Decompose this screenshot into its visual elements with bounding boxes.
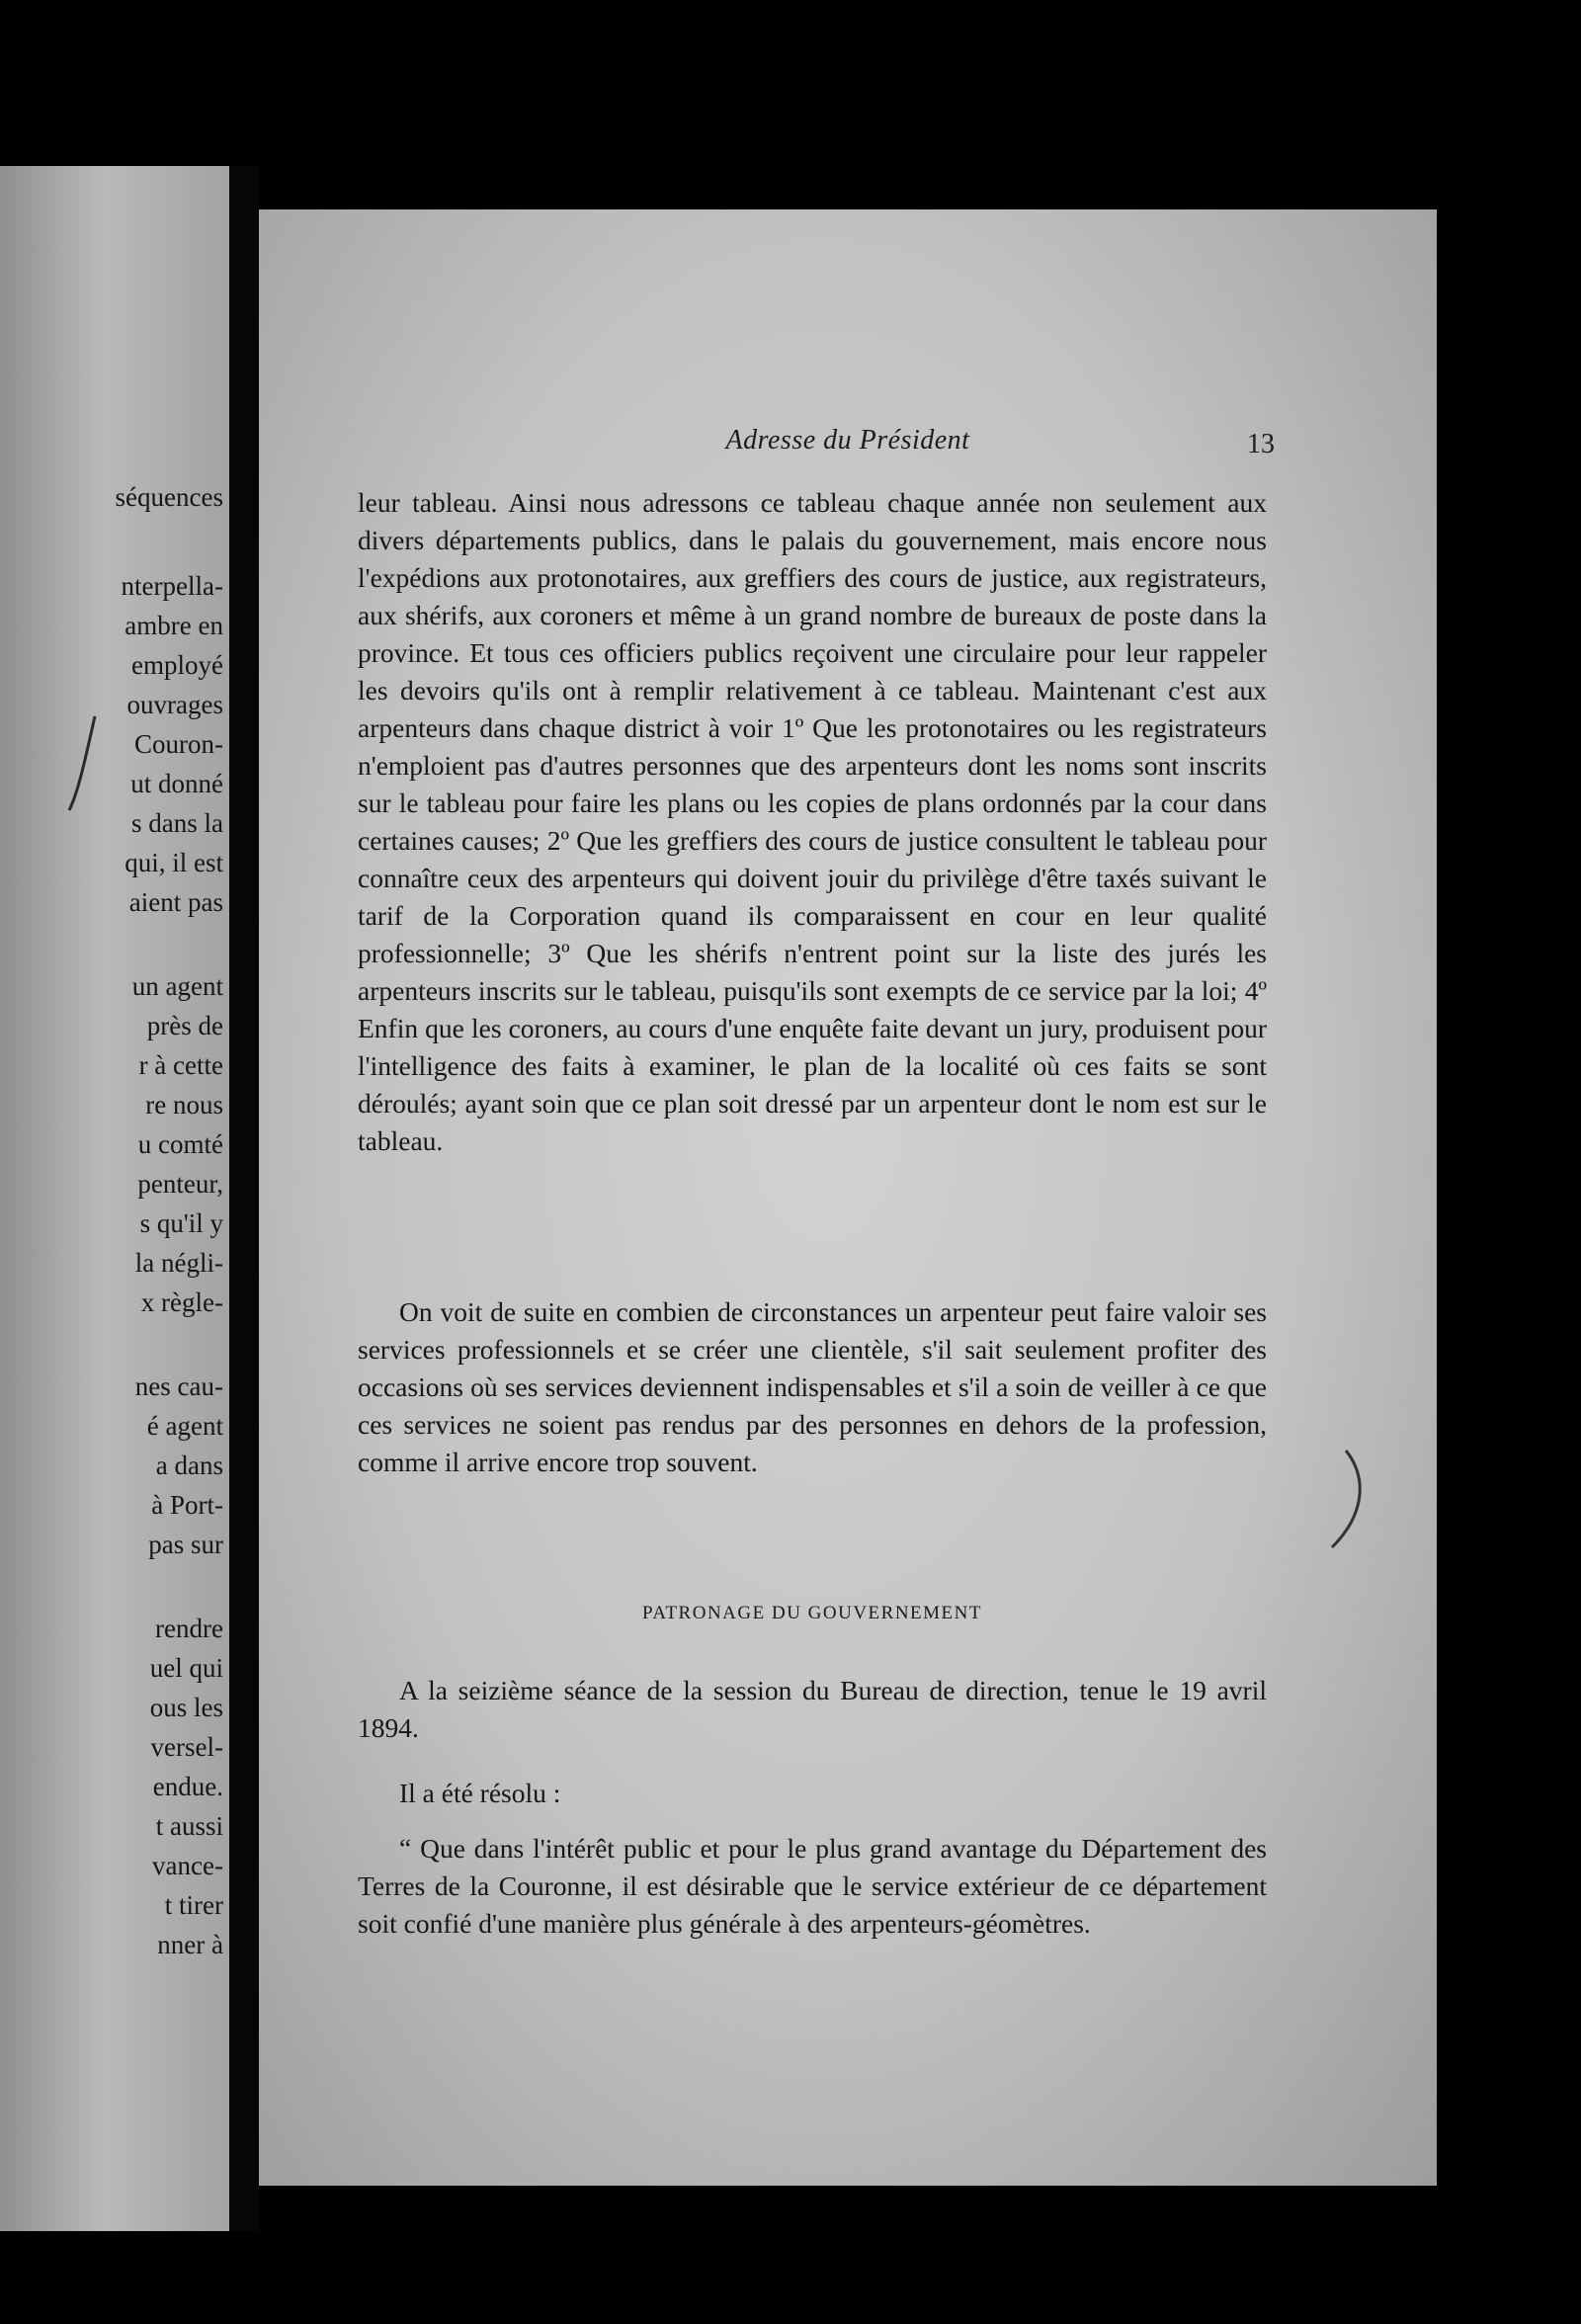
paragraph-text: On voit de suite en combien de circonstances un arpenteur peut faire valoir ses services professionnels et se créer une clientèle, s'il sait seulement profiter des occasions où ses services deviennent indispensables et s'il a soin de veiller à ce que ces services ne soient pas rendus par des personnes en dehors de la profession, comme il arrive encore trop souvent. [358,1296,1267,1477]
facing-page-line: r à cette [138,1050,223,1080]
facing-page-line: ouvrages [126,690,223,719]
facing-page-line: la négli- [134,1248,223,1278]
page-number: 13 [1247,429,1275,459]
facing-page-line: penteur, [137,1169,223,1199]
facing-page-fragment [0,166,229,2231]
facing-page-line: Couron- [134,729,223,759]
facing-page-line: s dans la [131,808,223,838]
facing-page-line: employé [131,650,223,680]
section-heading: PATRONAGE DU GOUVERNEMENT [642,1603,982,1623]
facing-page-line: u comté [137,1129,223,1159]
book-page [259,209,1437,2186]
facing-page-line: un agent [131,971,223,1001]
facing-page-line: versel- [150,1732,223,1762]
facing-page-line: séquences [115,482,223,512]
facing-page-line: ambre en [125,611,223,640]
running-head: Adresse du Président [725,425,970,456]
facing-page-line: vance- [152,1851,223,1880]
facing-page-line: nner à [157,1930,223,1959]
facing-page-line: endue. [152,1772,223,1801]
facing-page-line: s qu'il y [139,1208,223,1238]
facing-page-line: rendre [155,1614,223,1643]
facing-page-line: é agent [146,1411,223,1441]
paragraph-tableau [358,484,1267,1160]
paragraph-text: leur tableau. Ainsi nous adressons ce tableau chaque année non seulement aux divers départements publics, dans le palais du gouvernement, mais encore nous l'expédions aux protonotaires, aux greffiers des cours de justice, aux registrateurs, aux shérifs, aux coroners et même à un grand nombre de bureaux de poste dans la province. Et tous ces officiers publics reçoivent une circulaire pour leur rappeler les devoirs qu'ils ont à remplir relativement à ce tableau. Maintenant c'est aux arpenteurs dans chaque district à voir 1º Que les protonotaires ou les registrateurs n'emploient pas d'autres personnes que des arpenteurs dont les noms sont inscrits sur le tableau pour faire les plans ou les copies de plans ordonnés par la cour dans certaines causes; 2º Que les greffiers des cours de justice consultent le tableau pour connaître ceux des arpenteurs qui doivent jouir du privilège d'être taxés suivant le tarif de la Corporation quand ils comparaissent en cour en leur qualité professionnelle; 3º Que les shérifs n'entrent point sur la liste des jurés les arpenteurs inscrits sur le tableau, puisqu'ils sont exempts de ce service par la loi; 4º Enfin que les coroners, au cours d'une enquête faite devant un jury, produisent pour l'intelligence des faits à examiner, le plan de la localité où ces faits se sont déroulés; ayant soin que ce plan soit dressé par un arpenteur dont le nom est sur le tableau. [358,487,1267,1156]
facing-page-line: re nous [145,1090,223,1120]
paragraph-resolu [358,1775,1267,1812]
facing-page-line: nterpella- [121,571,223,601]
facing-page-line: a dans [155,1451,223,1480]
facing-page-line: t aussi [155,1811,223,1841]
facing-page-line: qui, il est [125,848,223,877]
book-gutter [229,166,259,2231]
paragraph-text: Il a été résolu : [399,1778,561,1808]
facing-page-line: x règle- [140,1287,223,1317]
facing-page-line: à Port- [151,1490,223,1520]
facing-page-line: aient pas [128,887,223,917]
facing-page-line: nes cau- [134,1371,223,1401]
facing-page-line: près de [146,1011,223,1040]
paragraph-circonstances [358,1293,1267,1481]
paragraph-seance [358,1672,1267,1747]
facing-page-line: uel qui [149,1653,223,1683]
facing-page-line: pas sur [148,1530,223,1559]
paragraph-text: A la seizième séance de la session du Bureau de direction, tenue le 19 avril 1894. [358,1675,1267,1743]
facing-page-line: ut donné [130,769,223,798]
facing-page-line: ous les [149,1693,223,1722]
facing-page-line: t tirer [164,1890,223,1920]
paragraph-resolution-quote [358,1830,1267,1943]
paragraph-text: “ Que dans l'intérêt public et pour le plus grand avantage du Département des Terres de la Couronne, il est désirable que le service extérieur de ce département soit confié d'une manière plus générale à des arpenteurs-géomètres. [358,1833,1267,1939]
